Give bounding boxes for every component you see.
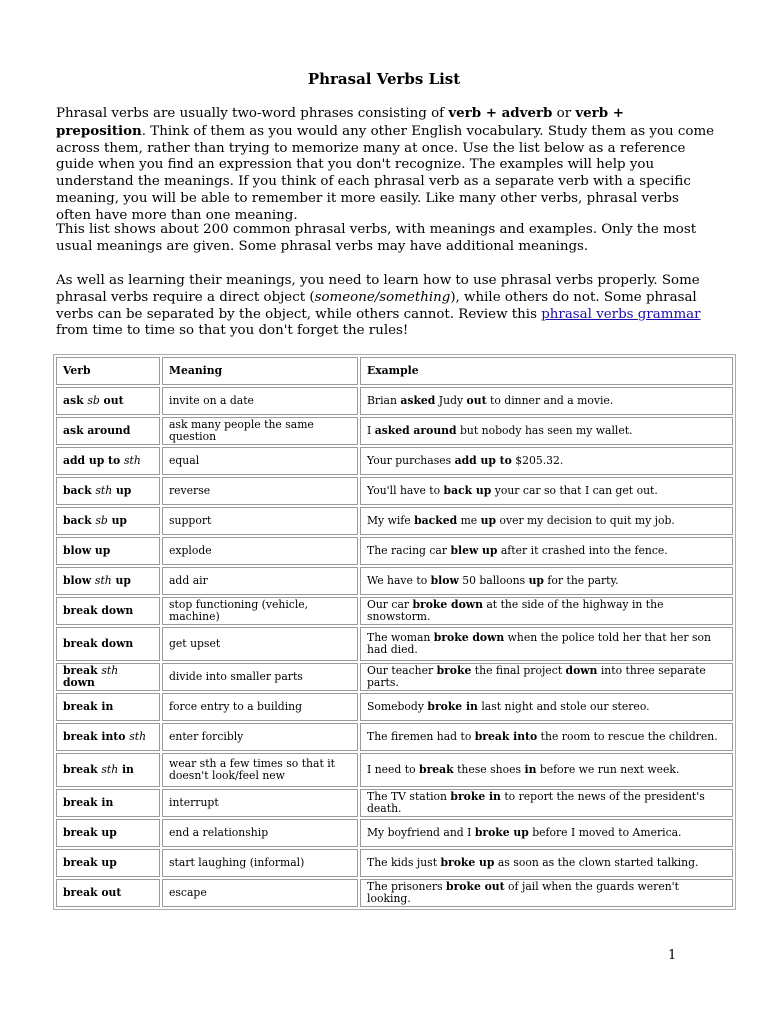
- cell-example-segment: me: [457, 514, 481, 527]
- cell-example-segment: I: [367, 424, 375, 437]
- cell-example: [360, 879, 733, 907]
- table-row: [56, 627, 733, 661]
- cell-example-segment: $205.32.: [511, 454, 564, 467]
- cell-example: [360, 693, 733, 721]
- cell-example-segment: Somebody: [367, 700, 428, 713]
- cell-example-segment: blow: [430, 574, 459, 587]
- cell-example: [360, 447, 733, 475]
- cell-verb-segment: sth: [101, 664, 119, 677]
- cell-example-segment: blew up: [450, 544, 498, 557]
- cell-verb-segment: break: [63, 763, 102, 776]
- cell-example: [360, 663, 733, 691]
- intro-text: from time to time so that you don't forget the rules!: [56, 323, 409, 339]
- table-row: [56, 723, 733, 751]
- cell-example: [360, 537, 733, 565]
- cell-meaning: equal: [162, 447, 358, 475]
- cell-example-segment: these shoes: [453, 763, 525, 776]
- cell-verb: [56, 627, 160, 661]
- cell-example-segment: up: [528, 574, 544, 587]
- cell-meaning: stop functioning (vehicle, machine): [162, 597, 358, 625]
- page-number: 1: [668, 948, 677, 963]
- cell-example-segment: for the party.: [543, 574, 619, 587]
- cell-example-segment: We have to: [367, 574, 431, 587]
- cell-example-segment: when the police told her that her son had died.: [367, 631, 711, 656]
- intro-text: As well as learning their meanings, you need to learn how to use phrasal verbs properly. Some phrasal verbs require a direct object (: [56, 273, 700, 305]
- cell-verb-segment: ask around: [63, 424, 131, 437]
- cell-meaning: explode: [162, 537, 358, 565]
- cell-example-segment: broke up: [440, 856, 495, 869]
- cell-verb-segment: back: [63, 484, 96, 497]
- cell-example-segment: My wife: [367, 514, 415, 527]
- cell-verb-segment: break in: [63, 796, 114, 809]
- table-row: [56, 693, 733, 721]
- cell-meaning: support: [162, 507, 358, 535]
- table-row: [56, 537, 733, 565]
- cell-verb-segment: down: [63, 676, 95, 689]
- cell-example-segment: to report the news of the president's death.: [367, 790, 705, 815]
- cell-example-segment: before we run next week.: [536, 763, 680, 776]
- cell-meaning: reverse: [162, 477, 358, 505]
- cell-meaning: interrupt: [162, 789, 358, 817]
- cell-example: [360, 387, 733, 415]
- table-row: [56, 507, 733, 535]
- cell-verb-segment: sth: [101, 763, 119, 776]
- cell-example-segment: The woman: [367, 631, 434, 644]
- intro-paragraph-2: This list shows about 200 common phrasal verbs, with meanings and examples. Only the most usual meanings are given. Some phrasal verbs may have additional meanings.: [56, 222, 697, 254]
- cell-example-segment: backed: [414, 514, 458, 527]
- cell-example-segment: up: [480, 514, 497, 527]
- cell-meaning: force entry to a building: [162, 693, 358, 721]
- cell-verb-segment: blow up: [63, 544, 111, 557]
- table-row: [56, 663, 733, 691]
- intro-text: Phrasal verbs are usually two-word phrases consisting of: [56, 106, 449, 121]
- cell-verb: [56, 537, 160, 565]
- cell-example-segment: your car so that I can get out.: [491, 484, 658, 497]
- cell-verb-segment: break down: [63, 604, 134, 617]
- cell-example-segment: broke: [436, 664, 472, 677]
- cell-example-segment: The prisoners: [367, 880, 447, 893]
- cell-verb: [56, 693, 160, 721]
- table-row: [56, 597, 733, 625]
- cell-example-segment: The firemen had to: [367, 730, 475, 743]
- cell-example-segment: but nobody has seen my wallet.: [456, 424, 633, 437]
- cell-example-segment: to dinner and a movie.: [486, 394, 614, 407]
- phrasal-verbs-table: [53, 354, 736, 910]
- cell-example-segment: into three separate parts.: [367, 664, 706, 689]
- intro-text: ), while others do not. Some phrasal verbs can be separated by the object, while others cannot. Review this: [56, 289, 697, 322]
- cell-example-segment: the room to rescue the children.: [537, 730, 718, 743]
- table-row: [56, 567, 733, 595]
- cell-example-segment: back up: [443, 484, 492, 497]
- cell-example: [360, 627, 733, 661]
- cell-meaning: ask many people the same question: [162, 417, 358, 445]
- cell-example: [360, 723, 733, 751]
- cell-example-segment: broke down: [412, 598, 483, 611]
- header-meaning: Meaning: [162, 357, 358, 385]
- phrasal-verbs-grammar-link[interactable]: phrasal verbs grammar: [541, 306, 701, 322]
- cell-meaning: enter forcibly: [162, 723, 358, 751]
- cell-verb: [56, 567, 160, 595]
- cell-example-segment: You'll have to: [367, 484, 444, 497]
- cell-example-segment: out: [466, 394, 487, 407]
- cell-verb-segment: add up to: [63, 454, 124, 467]
- intro-paragraph-3: [56, 273, 716, 340]
- intro-paragraph-1: [56, 105, 716, 225]
- cell-example-segment: over my decision to quit my job.: [496, 514, 675, 527]
- table-row: [56, 387, 733, 415]
- cell-example-segment: of jail when the guards weren't looking.: [367, 880, 679, 905]
- cell-verb-segment: sth: [123, 454, 141, 467]
- cell-meaning: divide into smaller parts: [162, 663, 358, 691]
- cell-example-segment: The kids just: [367, 856, 441, 869]
- cell-example-segment: after it crashed into the fence.: [497, 544, 668, 557]
- cell-example-segment: Judy: [435, 394, 467, 407]
- cell-meaning: escape: [162, 879, 358, 907]
- cell-example-segment: broke up: [474, 826, 529, 839]
- cell-meaning: invite on a date: [162, 387, 358, 415]
- cell-example-segment: break into: [474, 730, 538, 743]
- cell-example-segment: asked around: [374, 424, 457, 437]
- cell-meaning: wear sth a few times so that it doesn't look/feel new: [162, 753, 358, 787]
- cell-verb-segment: break up: [63, 856, 117, 869]
- cell-verb-segment: break: [63, 664, 102, 677]
- cell-example-segment: broke down: [433, 631, 505, 644]
- cell-verb-segment: break down: [63, 637, 134, 650]
- cell-example: [360, 849, 733, 877]
- cell-example-segment: the final project: [471, 664, 566, 677]
- page-title: Phrasal Verbs List: [307, 70, 461, 88]
- intro-bold-term: verb + adverb: [448, 105, 553, 121]
- cell-example-segment: Your purchases: [367, 454, 455, 467]
- cell-example-segment: The TV station: [367, 790, 451, 803]
- cell-example: [360, 567, 733, 595]
- table-row: [56, 789, 733, 817]
- intro-bold-term: verb + preposition: [56, 105, 624, 139]
- table-row: [56, 849, 733, 877]
- cell-verb: [56, 879, 160, 907]
- cell-example-segment: Brian: [367, 394, 401, 407]
- cell-verb-segment: blow: [63, 574, 95, 587]
- table-row: [56, 879, 733, 907]
- cell-verb: [56, 597, 160, 625]
- header-verb: Verb: [56, 357, 160, 385]
- cell-example-segment: broke out: [446, 880, 505, 893]
- cell-example: [360, 753, 733, 787]
- cell-example-segment: asked: [400, 394, 436, 407]
- cell-verb: [56, 663, 160, 691]
- cell-meaning: end a relationship: [162, 819, 358, 847]
- cell-example-segment: My boyfriend and I: [367, 826, 475, 839]
- intro-text: or: [552, 106, 576, 121]
- cell-example-segment: in: [524, 763, 537, 776]
- cell-example-segment: at the side of the highway in the snowstorm.: [367, 598, 664, 623]
- cell-example-segment: broke in: [450, 790, 501, 803]
- cell-verb: [56, 723, 160, 751]
- cell-example-segment: down: [565, 664, 598, 677]
- cell-example-segment: 50 balloons: [458, 574, 529, 587]
- cell-example: [360, 477, 733, 505]
- cell-verb-segment: up: [111, 574, 131, 587]
- cell-example-segment: The racing car: [367, 544, 451, 557]
- cell-verb: [56, 477, 160, 505]
- cell-example-segment: last night and stole our stereo.: [477, 700, 650, 713]
- table-header-row: [56, 357, 733, 385]
- table-row: [56, 447, 733, 475]
- cell-example-segment: as soon as the clown started talking.: [494, 856, 699, 869]
- cell-meaning: get upset: [162, 627, 358, 661]
- cell-verb-segment: sth: [94, 574, 112, 587]
- table-row: [56, 477, 733, 505]
- table-row: [56, 819, 733, 847]
- cell-verb: [56, 789, 160, 817]
- table-row: [56, 753, 733, 787]
- cell-verb-segment: up: [112, 484, 132, 497]
- cell-verb-segment: break into: [63, 730, 130, 743]
- cell-verb-segment: out: [99, 394, 124, 407]
- intro-italic-term: someone/something: [314, 289, 451, 305]
- cell-verb: [56, 447, 160, 475]
- cell-example: [360, 417, 733, 445]
- cell-verb-segment: sth: [129, 730, 147, 743]
- cell-verb: [56, 849, 160, 877]
- cell-verb-segment: in: [118, 763, 134, 776]
- cell-verb: [56, 387, 160, 415]
- cell-verb-segment: sb: [95, 514, 108, 527]
- header-example: Example: [360, 357, 733, 385]
- cell-example: [360, 819, 733, 847]
- cell-example: [360, 507, 733, 535]
- cell-verb-segment: sb: [87, 394, 100, 407]
- cell-verb: [56, 753, 160, 787]
- cell-example-segment: break: [419, 763, 454, 776]
- table-row: [56, 417, 733, 445]
- cell-meaning: add air: [162, 567, 358, 595]
- cell-verb-segment: back: [63, 514, 96, 527]
- cell-verb: [56, 819, 160, 847]
- cell-verb: [56, 507, 160, 535]
- cell-example-segment: I need to: [367, 763, 420, 776]
- cell-verb-segment: break in: [63, 700, 114, 713]
- cell-verb-segment: sth: [95, 484, 113, 497]
- cell-verb-segment: up: [107, 514, 127, 527]
- cell-example-segment: add up to: [454, 454, 512, 467]
- cell-meaning: start laughing (informal): [162, 849, 358, 877]
- intro-text: . Think of them as you would any other English vocabulary. Study them as you come across them, rather than trying to memorize many at once. Use the list below as a reference guide when you find an expression that you don't recognize. The examples will help you understand the meanings. If you think of each phrasal verb as a separate verb with a specific meaning, you will be able to remember it more easily. Like many other verbs, phrasal verbs often have more than one meaning.: [56, 123, 715, 223]
- cell-verb-segment: ask: [63, 394, 88, 407]
- cell-verb-segment: break out: [63, 886, 122, 899]
- cell-example-segment: Our teacher: [367, 664, 437, 677]
- cell-example: [360, 597, 733, 625]
- cell-example-segment: broke in: [427, 700, 478, 713]
- cell-verb-segment: break up: [63, 826, 117, 839]
- cell-example-segment: before I moved to America.: [528, 826, 682, 839]
- cell-example-segment: Our car: [367, 598, 413, 611]
- cell-verb: [56, 417, 160, 445]
- cell-example: [360, 789, 733, 817]
